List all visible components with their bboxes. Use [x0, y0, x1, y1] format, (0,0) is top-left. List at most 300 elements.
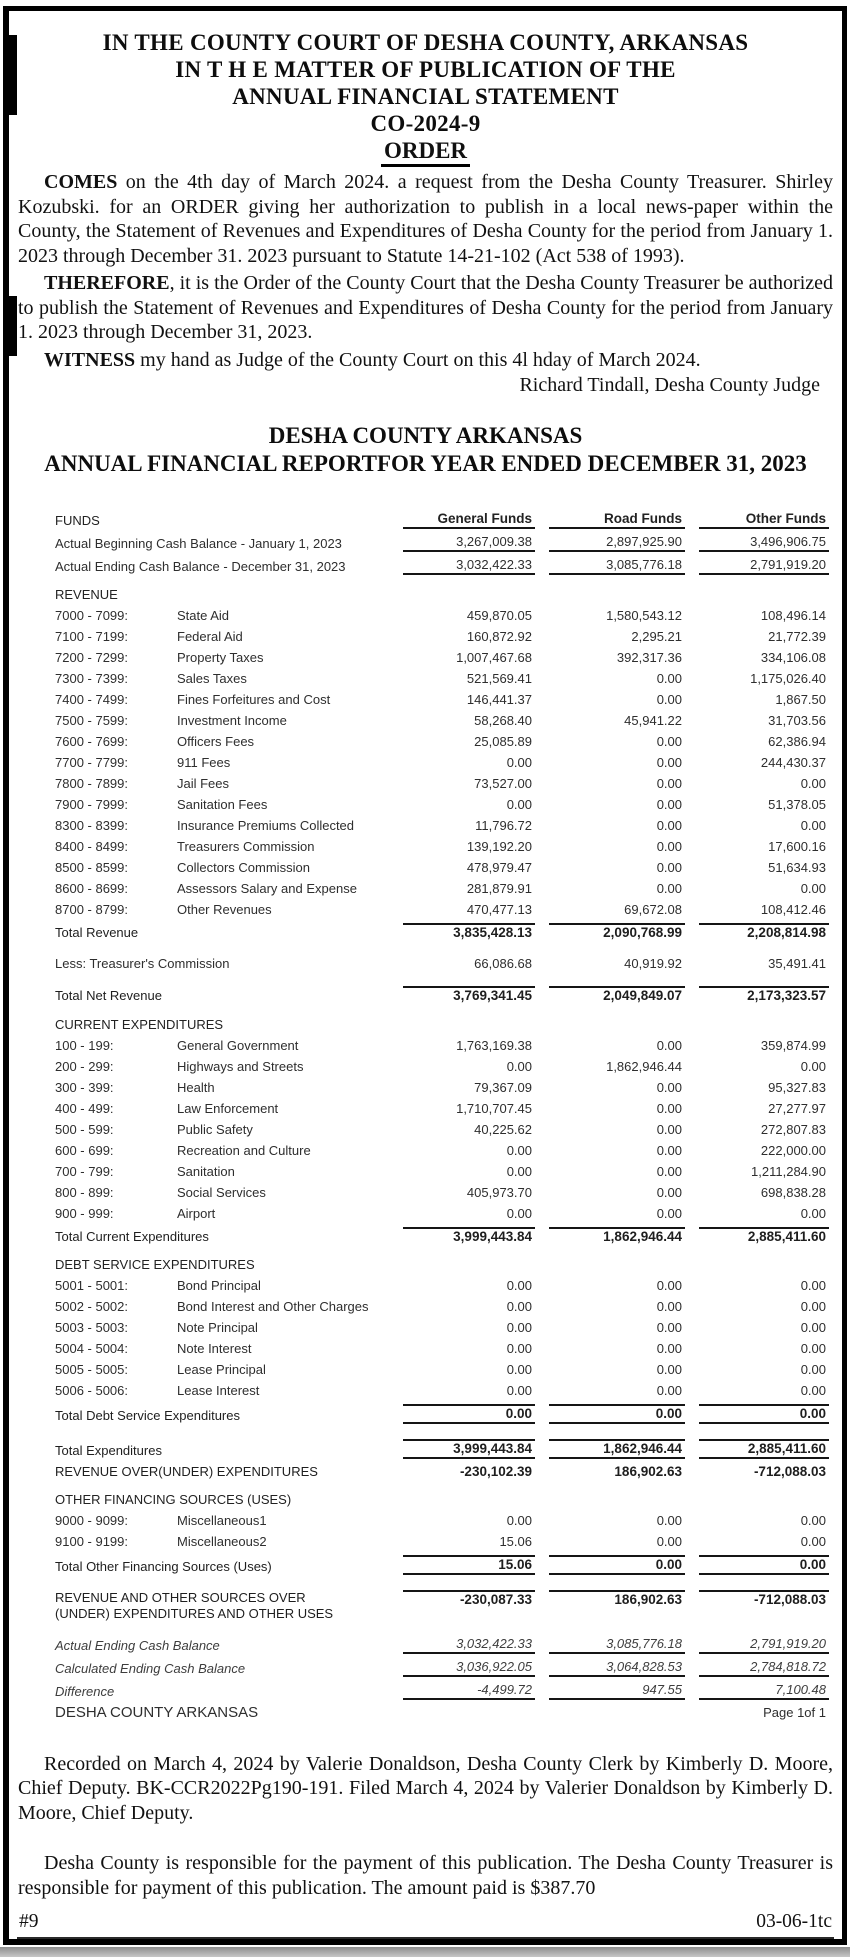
publication-date-code: 03-06-1tc	[756, 1911, 832, 1932]
road-funds-value: 0.00	[656, 1278, 682, 1293]
section-header-row	[55, 1007, 829, 1036]
other-funds-value: 0.00	[800, 776, 826, 791]
therefore-text: , it is the Order of the County Court that the Desha County Treasurer be authorized to publish the Statement of Revenues and Expenditures of Desha County for the period from January 1. 2023 through December 31, 2023.	[18, 272, 833, 343]
line-item-label	[55, 816, 389, 837]
witness-paragraph	[9, 348, 842, 373]
road-funds-value: 0.00	[656, 755, 682, 770]
other-funds-value: 334,106.08	[760, 650, 826, 665]
account-code: 100 - 199:	[55, 1037, 114, 1053]
general-funds-value: 0.00	[506, 1278, 532, 1293]
table-row	[55, 1624, 829, 1657]
column-header-general-funds: General Funds	[389, 508, 535, 531]
account-name: Miscellaneous2	[177, 1534, 267, 1549]
report-title-line-2: ANNUAL FINANCIAL REPORTFOR YEAR ENDED DECEMBER 31, 2023	[44, 451, 807, 476]
general-funds-value: 3,999,443.84	[389, 1224, 535, 1247]
line-item-label	[55, 732, 389, 753]
comes-paragraph	[9, 170, 842, 268]
general-funds-value: 0.00	[506, 1142, 532, 1158]
road-funds-value: 0.00	[535, 1402, 685, 1427]
account-code: 400 - 499:	[55, 1100, 114, 1116]
other-funds-value: 51,378.05	[768, 797, 826, 812]
line-item-label	[55, 1161, 389, 1182]
account-name: 911 Fees	[177, 755, 231, 770]
page-number: Page 1of 1	[763, 1705, 826, 1720]
account-code: 5005 - 5005:	[55, 1362, 129, 1377]
road-funds-value: 0.00	[656, 1299, 682, 1314]
line-item-label	[55, 1297, 389, 1318]
general-funds-value: 1,710,707.45	[456, 1100, 532, 1116]
general-funds-value: 405,973.70	[466, 1184, 532, 1200]
table-row	[55, 1119, 829, 1140]
summary-label: REVENUE AND OTHER SOURCES OVER (UNDER) EXPENDITURES AND OTHER USES	[55, 1589, 334, 1621]
general-funds-value: 0.00	[506, 797, 532, 812]
line-item-label	[55, 606, 389, 627]
other-funds-value: 0.00	[800, 818, 826, 833]
account-name: Note Interest	[177, 1341, 252, 1356]
account-name: State Aid	[177, 608, 230, 623]
other-funds-value: 222,000.00	[760, 1142, 826, 1158]
section-label: OTHER FINANCING SOURCES (USES)	[55, 1492, 292, 1507]
account-name: Fines Forfeitures and Cost	[177, 692, 331, 707]
other-funds-value: 2,791,919.20	[685, 1624, 829, 1657]
other-funds-value: 698,838.28	[760, 1184, 826, 1200]
table-row	[55, 1657, 829, 1680]
other-funds-value: 2,784,818.72	[685, 1657, 829, 1680]
account-code: 7700 - 7799:	[55, 755, 129, 770]
general-funds-value: 79,367.09	[474, 1079, 532, 1095]
account-name: General Government	[177, 1037, 299, 1053]
table-row	[55, 1297, 829, 1318]
line-item-label	[55, 1339, 389, 1360]
road-funds-value: 40,919.92	[624, 955, 682, 971]
report-title-line-1: DESHA COUNTY ARKANSAS	[268, 423, 583, 448]
general-funds-value: 0.00	[389, 1402, 535, 1427]
report-footer-county: DESHA COUNTY ARKANSAS	[55, 1704, 259, 1721]
road-funds-value: 0.00	[656, 881, 682, 896]
other-funds-value: 27,277.97	[768, 1100, 826, 1116]
account-code: 8400 - 8499:	[55, 839, 129, 854]
road-funds-value: 947.55	[535, 1680, 685, 1703]
other-funds-value: 62,386.94	[768, 734, 826, 749]
notice-tag-row	[17, 1910, 834, 1939]
general-funds-value: 1,007,467.68	[456, 650, 532, 665]
general-funds-value: 3,769,341.45	[389, 974, 535, 1007]
line-item-label	[55, 648, 389, 669]
account-code: 7800 - 7899:	[55, 776, 129, 791]
other-funds-value: 359,874.99	[760, 1037, 826, 1053]
notice-number: #9	[19, 1911, 39, 1932]
general-funds-value: 0.00	[506, 1299, 532, 1314]
table-row	[55, 921, 829, 944]
road-funds-value: 0.00	[656, 1184, 682, 1200]
road-funds-value: 0.00	[656, 1205, 682, 1221]
road-funds-value: 0.00	[656, 860, 682, 875]
other-funds-value: 0.00	[685, 1553, 829, 1578]
table-row	[55, 837, 829, 858]
road-funds-value: 1,862,946.44	[535, 1224, 685, 1247]
therefore-paragraph	[9, 271, 842, 345]
row-label: Less: Treasurer's Commission	[55, 955, 230, 971]
recorded-paragraph: Recorded on March 4, 2024 by Valerie Donaldson, Desha County Clerk by Kimberly D. Moore, Chief Deputy. BK-CCR2022Pg190-191. Filed March 4, 2024 by Valerier Donaldson by Kimberly D. Moore, Chief Deputy.	[18, 1752, 833, 1824]
table-row	[55, 1035, 829, 1056]
general-funds-value: 0.00	[506, 1383, 532, 1398]
account-code: 5006 - 5006:	[55, 1383, 129, 1398]
other-funds-value: 0.00	[800, 1513, 826, 1528]
other-funds-value: 2,885,411.60	[685, 1427, 829, 1462]
account-name: Collectors Commission	[177, 860, 310, 875]
general-funds-value: 139,192.20	[466, 839, 532, 854]
other-funds-value: 2,173,323.57	[685, 974, 829, 1007]
line-item-label	[55, 837, 389, 858]
general-funds-value: 1,763,169.38	[456, 1037, 532, 1053]
account-code: 5001 - 5001:	[55, 1278, 129, 1293]
comes-text: on the 4th day of March 2024. a request from the Desha County Treasurer. Shirley Kozubski. for an ORDER giving her authorization to publish in a local news-paper within the County, the Statement of Revenues and Expenditures of Desha County for the period from January 1. 2023 through December 31. 2023 pursuant to Statute 14-21-102 (Act 538 of 1993).	[18, 171, 833, 267]
general-funds-value: 3,032,422.33	[389, 1624, 535, 1657]
line-item-label	[55, 1182, 389, 1203]
account-name: Recreation and Culture	[177, 1142, 311, 1158]
table-row	[55, 648, 829, 669]
account-name: Sanitation Fees	[177, 797, 268, 812]
table-row	[55, 900, 829, 921]
account-code: 7900 - 7999:	[55, 797, 129, 812]
other-funds-value: 0.00	[800, 1534, 826, 1549]
road-funds-value: 186,902.63	[535, 1578, 685, 1625]
column-header-road-funds: Road Funds	[535, 508, 685, 531]
road-funds-value: 69,672.08	[624, 902, 682, 917]
other-funds-value: 51,634.93	[768, 860, 826, 875]
table-row	[55, 753, 829, 774]
general-funds-value: 459,870.05	[466, 608, 532, 623]
line-item-label	[55, 669, 389, 690]
column-header-other-funds: Other Funds	[685, 508, 829, 531]
comes-lead: COMES	[44, 171, 118, 193]
financial-statement-table	[55, 508, 829, 1724]
account-code: 5003 - 5003:	[55, 1320, 129, 1335]
total-label: Total Debt Service Expenditures	[55, 1408, 240, 1423]
other-funds-value: 108,496.14	[760, 608, 826, 623]
road-funds-value: 392,317.36	[616, 650, 682, 665]
account-name: Investment Income	[177, 713, 287, 728]
table-row	[55, 1077, 829, 1098]
general-funds-value: 160,872.92	[466, 629, 532, 644]
general-funds-value: -4,499.72	[389, 1680, 535, 1703]
road-funds-value: 0.00	[535, 1553, 685, 1578]
other-funds-value: 244,430.37	[760, 755, 826, 770]
account-code: 8300 - 8399:	[55, 818, 129, 833]
account-name: Jail Fees	[177, 776, 230, 791]
table-row	[55, 1511, 829, 1532]
road-funds-value: 0.00	[656, 671, 682, 686]
case-number: CO-2024-9	[370, 111, 481, 136]
table-row	[55, 1427, 829, 1462]
other-funds-value: 0.00	[800, 1383, 826, 1398]
table-row	[55, 774, 829, 795]
road-funds-value: 45,941.22	[624, 713, 682, 728]
section-label: REVENUE	[55, 587, 118, 602]
general-funds-value: 0.00	[506, 1320, 532, 1335]
table-row	[55, 816, 829, 837]
general-funds-value: 15.06	[389, 1553, 535, 1578]
witness-lead: WITNESS	[44, 348, 136, 371]
court-heading-line-3: ANNUAL FINANCIAL STATEMENT	[232, 84, 619, 109]
general-funds-value: 0.00	[506, 1513, 532, 1528]
row-label: Actual Ending Cash Balance - December 31, 2023	[55, 558, 346, 574]
account-code: 8700 - 8799:	[55, 902, 129, 917]
judge-signature: Richard Tindall, Desha County Judge	[519, 374, 820, 396]
other-funds-value: 0.00	[800, 1299, 826, 1314]
account-code: 8500 - 8599:	[55, 860, 129, 875]
line-item-label	[55, 1203, 389, 1224]
total-label: Total Other Financing Sources (Uses)	[55, 1559, 272, 1574]
table-row	[55, 1578, 829, 1625]
legal-notice-page	[3, 6, 847, 1945]
table-row	[55, 1360, 829, 1381]
road-funds-value: 3,064,828.53	[535, 1657, 685, 1680]
table-row	[55, 554, 829, 577]
general-funds-value: 281,879.91	[466, 881, 532, 896]
account-code: 200 - 299:	[55, 1058, 114, 1074]
road-funds-value: 0.00	[656, 1121, 682, 1137]
general-funds-value: 0.00	[506, 1205, 532, 1221]
other-funds-value: 21,772.39	[768, 629, 826, 644]
road-funds-value: 2,049,849.07	[535, 974, 685, 1007]
scan-artifact	[9, 35, 17, 115]
account-name: Public Safety	[177, 1121, 253, 1137]
therefore-lead: THEREFORE	[44, 272, 170, 294]
road-funds-value: 1,862,946.44	[535, 1427, 685, 1462]
total-label: Total Current Expenditures	[55, 1228, 209, 1244]
general-funds-value: 521,569.41	[466, 671, 532, 686]
table-row	[55, 1339, 829, 1360]
account-name: Lease Interest	[177, 1383, 260, 1398]
general-funds-value: 73,527.00	[474, 776, 532, 791]
road-funds-value: 0.00	[656, 818, 682, 833]
general-funds-value: -230,087.33	[389, 1578, 535, 1625]
total-label: Total Net Revenue	[55, 988, 162, 1003]
total-label: Total Expenditures	[55, 1442, 162, 1458]
line-item-label	[55, 1511, 389, 1532]
general-funds-value: 0.00	[506, 755, 532, 770]
table-row	[55, 669, 829, 690]
account-name: Bond Interest and Other Charges	[177, 1299, 369, 1314]
general-funds-value: 0.00	[506, 1058, 532, 1074]
row-label: Actual Ending Cash Balance	[55, 1638, 220, 1653]
account-name: Airport	[177, 1205, 216, 1221]
line-item-label	[55, 1035, 389, 1056]
account-code: 5004 - 5004:	[55, 1341, 129, 1356]
table-row	[55, 795, 829, 816]
road-funds-value: 0.00	[656, 1534, 682, 1549]
other-funds-value: 2,885,411.60	[685, 1224, 829, 1247]
account-code: 500 - 599:	[55, 1121, 114, 1137]
other-funds-value: 0.00	[685, 1402, 829, 1427]
account-name: Officers Fees	[177, 734, 255, 749]
row-label: Difference	[55, 1684, 115, 1699]
account-code: 700 - 799:	[55, 1163, 114, 1179]
other-funds-value: 272,807.83	[760, 1121, 826, 1137]
total-label: Total Revenue	[55, 925, 139, 940]
general-funds-value: 58,268.40	[474, 713, 532, 728]
general-funds-value: 470,477.13	[466, 902, 532, 917]
section-header-row	[55, 577, 829, 606]
account-code: 7200 - 7299:	[55, 650, 129, 665]
table-row	[55, 1140, 829, 1161]
account-name: Property Taxes	[177, 650, 264, 665]
account-name: Social Services	[177, 1184, 266, 1200]
account-code: 9100 - 9199:	[55, 1534, 129, 1549]
account-name: Miscellaneous1	[177, 1513, 267, 1528]
general-funds-value: 0.00	[506, 1362, 532, 1377]
line-item-label	[55, 1360, 389, 1381]
court-heading-line-1: IN THE COUNTY COURT OF DESHA COUNTY, ARKANSAS	[102, 30, 749, 55]
line-item-label	[55, 1381, 389, 1402]
road-funds-value: 0.00	[656, 1142, 682, 1158]
table-row	[55, 974, 829, 1007]
table-row	[55, 1318, 829, 1339]
account-name: Note Principal	[177, 1320, 258, 1335]
other-funds-value: 0.00	[800, 1341, 826, 1356]
line-item-label	[55, 1119, 389, 1140]
other-funds-value: 0.00	[800, 1320, 826, 1335]
account-code: 7100 - 7199:	[55, 629, 129, 644]
table-row	[55, 1182, 829, 1203]
other-funds-value: 1,211,284.90	[751, 1163, 826, 1179]
line-item-label	[55, 1318, 389, 1339]
road-funds-value: 0.00	[656, 692, 682, 707]
table-row	[55, 531, 829, 554]
other-funds-value: 95,327.83	[768, 1079, 826, 1095]
general-funds-value: 3,267,009.38	[389, 531, 535, 554]
table-row	[55, 1381, 829, 1402]
account-name: Law Enforcement	[177, 1100, 279, 1116]
table-row	[55, 1553, 829, 1578]
line-item-label	[55, 900, 389, 921]
road-funds-value: 0.00	[656, 1320, 682, 1335]
other-funds-value: 0.00	[800, 1278, 826, 1293]
section-header-row	[55, 1247, 829, 1276]
account-name: Other Revenues	[177, 902, 272, 917]
section-header-row	[55, 1482, 829, 1511]
general-funds-value: 146,441.37	[466, 692, 532, 707]
road-funds-value: 0.00	[656, 734, 682, 749]
account-code: 9000 - 9099:	[55, 1513, 129, 1528]
line-item-label	[55, 879, 389, 900]
road-funds-value: 0.00	[656, 1341, 682, 1356]
other-funds-value: 2,208,814.98	[685, 921, 829, 944]
account-name: Treasurers Commission	[177, 839, 315, 854]
section-label: CURRENT EXPENDITURES	[55, 1016, 224, 1032]
summary-label: REVENUE OVER(UNDER) EXPENDITURES	[55, 1463, 318, 1479]
table-header-row	[55, 508, 829, 531]
other-funds-value: 0.00	[800, 881, 826, 896]
order-heading: ORDER	[381, 138, 470, 167]
line-item-label	[55, 627, 389, 648]
account-code: 7500 - 7599:	[55, 713, 129, 728]
table-row	[55, 711, 829, 732]
line-item-label	[55, 1056, 389, 1077]
line-item-label	[55, 795, 389, 816]
footer-block	[9, 1752, 842, 1940]
other-funds-value: 1,867.50	[775, 692, 826, 707]
road-funds-value: 0.00	[656, 1513, 682, 1528]
account-code: 5002 - 5002:	[55, 1299, 129, 1314]
other-funds-value: -712,088.03	[753, 1463, 826, 1479]
table-row	[55, 879, 829, 900]
road-funds-value: 2,295.21	[631, 629, 682, 644]
responsibility-paragraph: Desha County is responsible for the payment of this publication. The Desha County Treasurer is responsible for payment of this publication. The amount paid is $387.70	[18, 1852, 833, 1899]
column-header-funds: FUNDS	[55, 512, 100, 528]
table-row	[55, 1532, 829, 1553]
witness-text: my hand as Judge of the County Court on this 4l hday of March 2024.	[135, 348, 701, 371]
account-code: 7600 - 7699:	[55, 734, 129, 749]
road-funds-value: 0.00	[656, 1037, 682, 1053]
other-funds-value: -712,088.03	[685, 1578, 829, 1625]
account-code: 7000 - 7099:	[55, 608, 129, 623]
table-row	[55, 1703, 829, 1724]
general-funds-value: 15.06	[499, 1534, 532, 1549]
account-name: Sales Taxes	[177, 671, 247, 686]
account-name: Insurance Premiums Collected	[177, 818, 355, 833]
account-code: 300 - 399:	[55, 1079, 114, 1095]
road-funds-value: 0.00	[656, 1079, 682, 1095]
general-funds-value: 3,032,422.33	[389, 554, 535, 577]
general-funds-value: 40,225.62	[474, 1121, 532, 1137]
other-funds-value: 108,412.46	[760, 902, 826, 917]
road-funds-value: 2,090,768.99	[535, 921, 685, 944]
other-funds-value: 0.00	[800, 1205, 826, 1221]
general-funds-value: 25,085.89	[474, 734, 532, 749]
line-item-label	[55, 858, 389, 879]
line-item-label	[55, 1140, 389, 1161]
table-row	[55, 627, 829, 648]
table-row	[55, 1680, 829, 1703]
general-funds-value: -230,102.39	[459, 1463, 532, 1479]
road-funds-value: 0.00	[656, 1100, 682, 1116]
line-item-label	[55, 690, 389, 711]
line-item-label	[55, 1532, 389, 1553]
road-funds-value: 0.00	[656, 1383, 682, 1398]
road-funds-value: 3,085,776.18	[535, 1624, 685, 1657]
general-funds-value: 0.00	[506, 1341, 532, 1356]
section-label: DEBT SERVICE EXPENDITURES	[55, 1257, 255, 1272]
other-funds-value: 17,600.16	[768, 839, 826, 854]
general-funds-value: 0.00	[506, 1163, 532, 1179]
road-funds-value: 0.00	[656, 776, 682, 791]
account-name: Sanitation	[177, 1163, 235, 1179]
table-row	[55, 1056, 829, 1077]
table-row	[55, 1276, 829, 1297]
line-item-label	[55, 1276, 389, 1297]
road-funds-value: 0.00	[656, 797, 682, 812]
court-heading-line-2: IN T H E MATTER OF PUBLICATION OF THE	[175, 57, 676, 82]
table-row	[55, 1224, 829, 1247]
road-funds-value: 0.00	[656, 839, 682, 854]
table-row	[55, 1098, 829, 1119]
scan-edge-artifact	[0, 1947, 850, 1957]
general-funds-value: 3,835,428.13	[389, 921, 535, 944]
general-funds-value: 3,999,443.84	[389, 1427, 535, 1462]
table-row	[55, 690, 829, 711]
table-row	[55, 1402, 829, 1427]
account-name: Federal Aid	[177, 629, 243, 644]
account-code: 7400 - 7499:	[55, 692, 129, 707]
road-funds-value: 1,580,543.12	[606, 608, 682, 623]
table-row	[55, 858, 829, 879]
road-funds-value: 1,862,946.44	[606, 1058, 682, 1074]
line-item-label	[55, 774, 389, 795]
table-row	[55, 944, 829, 975]
table-row	[55, 1461, 829, 1482]
